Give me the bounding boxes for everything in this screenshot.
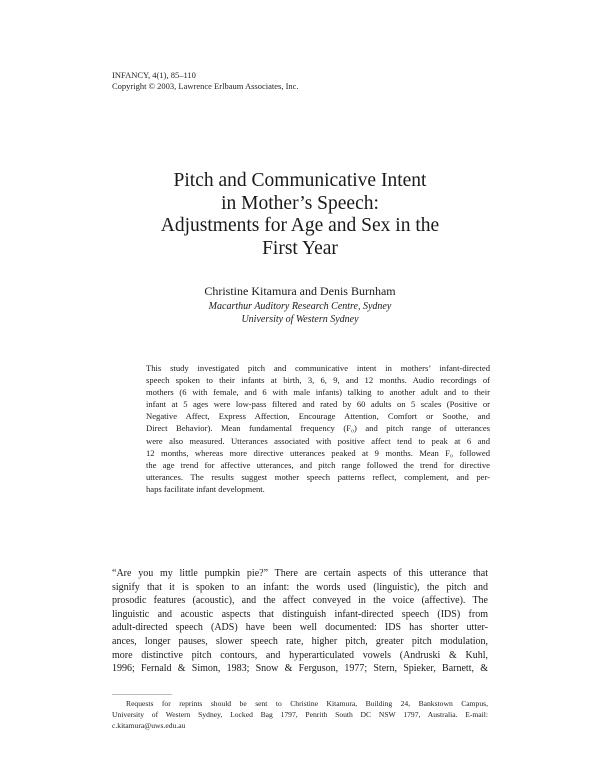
- body-text: [112, 567, 488, 676]
- body-line: ances, longer pauses, slower speech rate, higher pitch, greater pitch modulation,: [112, 635, 488, 647]
- abstract-line: 12 months, whereas more directive utterances peaked at 9 months. Mean F₀ followed: [146, 447, 490, 458]
- footnote: [112, 699, 488, 731]
- body-line: more distinctive pitch contours, and hyperarticulated vowels (Andruski & Kuhl,: [112, 649, 488, 661]
- author-names: Christine Kitamura and Denis Burnham: [204, 284, 396, 298]
- body-line: “Are you my little pumpkin pie?” There are certain aspects of this utterance that: [112, 568, 488, 579]
- abstract-line: haps facilitate infant development.: [146, 483, 265, 494]
- author-affiliation: [112, 300, 488, 326]
- footnote-divider: [112, 694, 172, 695]
- title-line: in Mother’s Speech:: [221, 192, 379, 214]
- abstract-line: Negative Affect, Express Affection, Encourage Attention, Comfort or Soothe, and: [146, 411, 490, 422]
- title-line: First Year: [262, 237, 338, 259]
- title-line: Pitch and Communicative Intent: [173, 170, 427, 191]
- copyright-notice: Copyright © 2003, Lawrence Erlbaum Associates, Inc.: [112, 81, 299, 91]
- journal-header: [112, 70, 299, 92]
- abstract-line: speech spoken to their infants at birth, 3, 6, 9, and 12 months. Audio recordings of: [146, 375, 490, 386]
- abstract-line: the age trend for affective utterances, and pitch range followed the trend for directive: [146, 459, 490, 470]
- affiliation-line: Macarthur Auditory Research Centre, Sydney: [208, 301, 392, 312]
- article-title: [112, 170, 488, 260]
- body-line: signify that it is spoken to an infant: the words used (linguistic), the pitch and: [112, 581, 488, 593]
- footnote-line: c.kitamura@uws.edu.au: [112, 720, 186, 730]
- footnote-line: Requests for reprints should be sent to Christine Kitamura, Building 24, Bankstown Campus,: [126, 699, 488, 708]
- body-line: 1996; Fernald & Simon, 1983; Snow & Ferguson, 1977; Stern, Spieker, Barnett, &: [112, 663, 488, 675]
- abstract-line: were also measured. Utterances associated with positive affect tend to peak at 6 and: [146, 435, 490, 446]
- title-line: Adjustments for Age and Sex in the: [160, 215, 440, 236]
- abstract-line: infant at 5 ages were low-pass filtered and rated by 60 adults on 5 scales (Positive or: [146, 399, 490, 410]
- body-line: linguistic and acoustic aspects that distinguish infant-directed speech (IDS) from: [112, 608, 488, 620]
- abstract-line: This study investigated pitch and communicative intent in mothers’ infant-directed: [146, 363, 490, 373]
- journal-citation: INFANCY, 4(1), 85–110: [112, 70, 196, 80]
- body-line: adult-directed speech (ADS) have been well documented: IDS has shorter utter-: [112, 622, 488, 634]
- abstract-line: mothers (6 with female, and 6 with male infants) talking to another adult and to their: [146, 387, 490, 398]
- abstract-line: utterances. The results suggest mother speech patterns reflect, complement, and per-: [146, 471, 490, 482]
- abstract-line: Direct Behavior). Mean fundamental frequency (F₀) and pitch range of utterances: [146, 423, 490, 434]
- abstract: [146, 362, 490, 495]
- body-line: prosodic features (acoustic), and the affect conveyed in the voice (affective). The: [112, 595, 488, 607]
- footnote-line: University of Western Sydney, Locked Bag 1797, Penrith South DC NSW 1797, Australia. E-mail:: [112, 709, 488, 719]
- affiliation-line: University of Western Sydney: [241, 314, 359, 325]
